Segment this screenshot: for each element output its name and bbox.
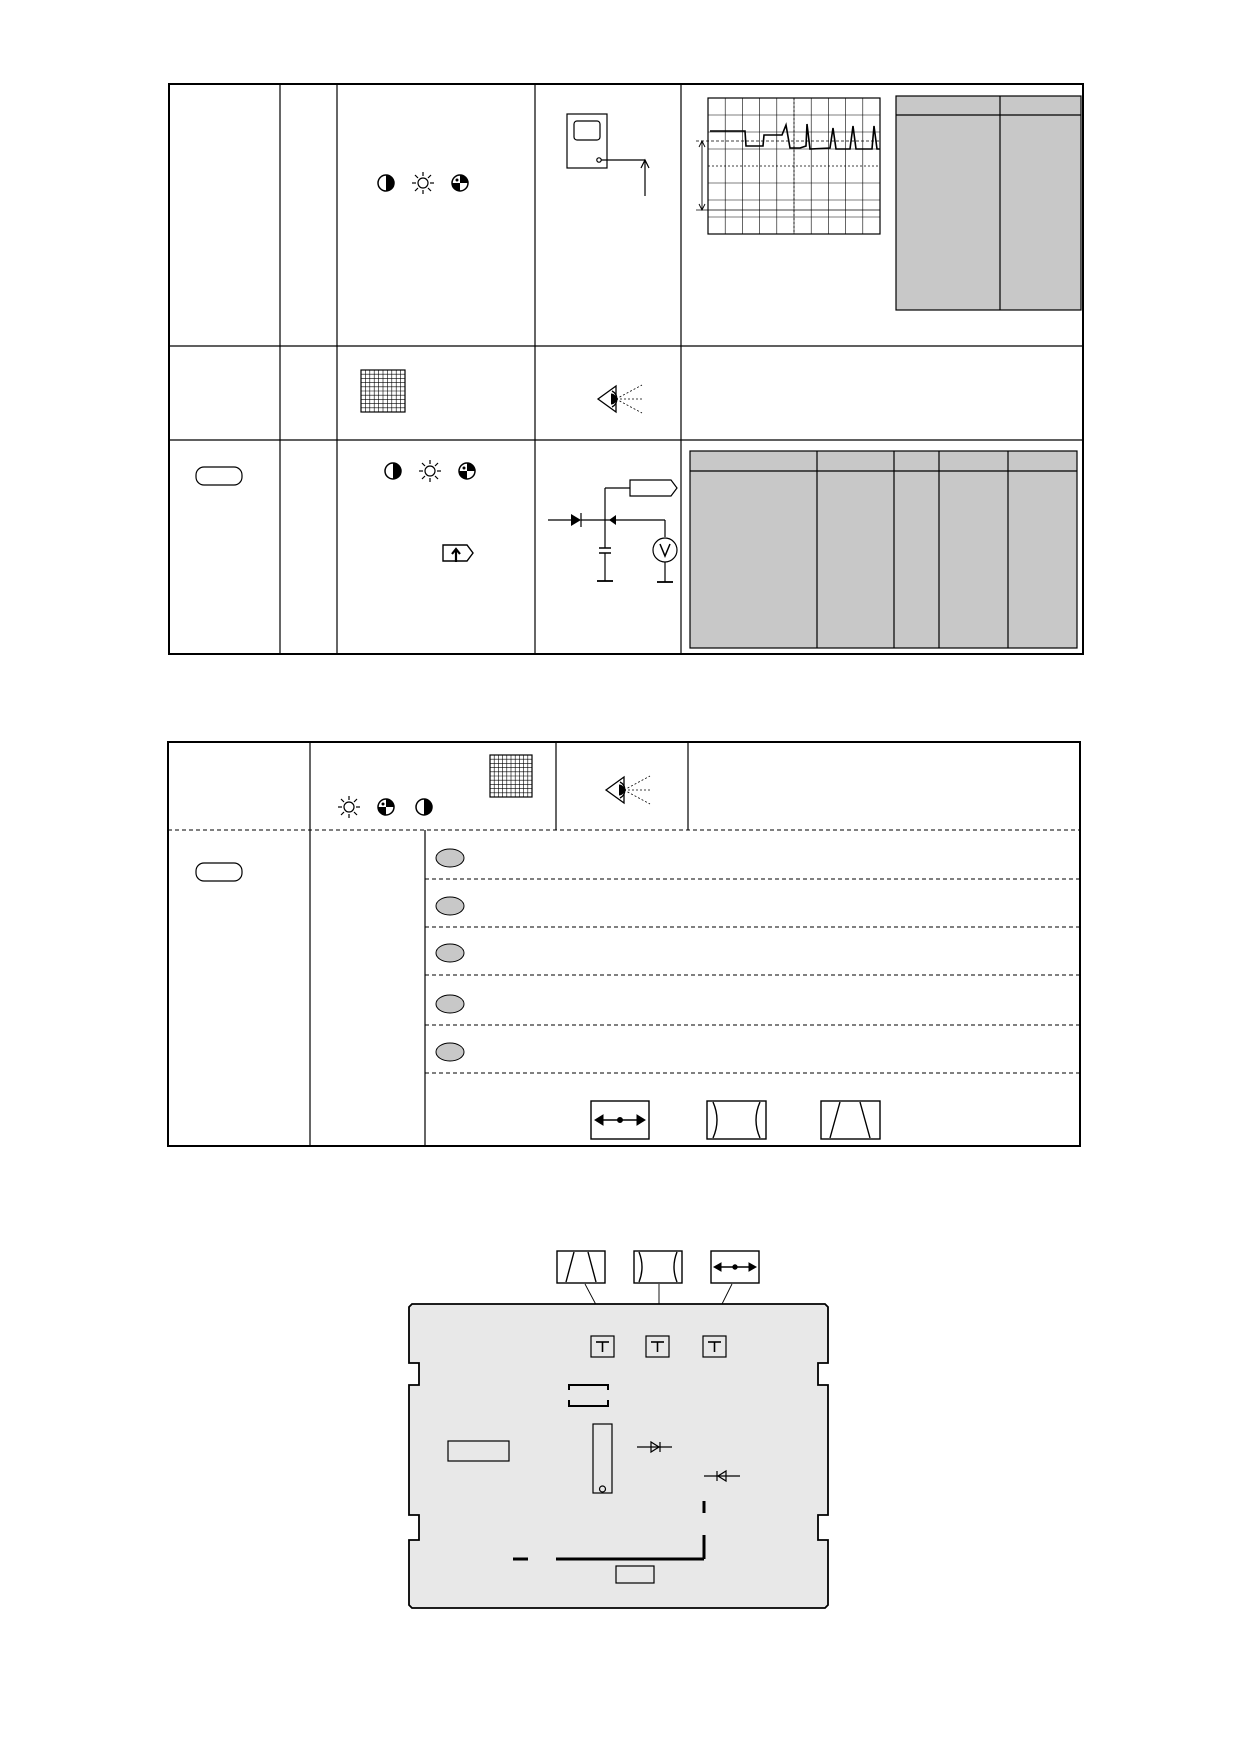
- step-badge-3: [436, 944, 464, 962]
- step-badge-1: [436, 849, 464, 867]
- step-badge-5: [436, 1043, 464, 1061]
- brightness-icon: [419, 460, 441, 482]
- brightness-icon: [338, 796, 360, 818]
- contrast-icon: [378, 175, 394, 191]
- step-badge-4: [436, 995, 464, 1013]
- step-badges: [436, 849, 464, 1061]
- eye-icon: [598, 385, 642, 413]
- horizontal-width-icon: [591, 1101, 649, 1139]
- trapezoid-icon: [557, 1251, 605, 1283]
- row3-value-table: [690, 451, 1077, 648]
- eye-icon: [606, 776, 650, 804]
- waveform-graticule: [696, 98, 880, 234]
- color-icon: [452, 175, 468, 191]
- board-top-icons: [557, 1251, 759, 1283]
- voltmeter-circuit-icon: [548, 480, 677, 582]
- horizontal-width-icon: [711, 1251, 759, 1283]
- key-badge: [196, 863, 242, 881]
- pincushion-icon: [634, 1251, 682, 1283]
- row1-conditions: [378, 172, 468, 194]
- pincushion-icon: [707, 1101, 766, 1139]
- crosshatch-pattern-icon: [361, 370, 405, 412]
- row1-value-table: [896, 96, 1081, 310]
- contrast-icon: [416, 799, 432, 815]
- color-icon: [378, 799, 394, 815]
- contrast-icon: [385, 463, 401, 479]
- row3-conditions: [385, 460, 475, 562]
- color-icon: [459, 463, 475, 479]
- circuit-board: [409, 1304, 828, 1608]
- key-badge: [196, 467, 242, 485]
- crosshatch-pattern-icon: [490, 755, 532, 797]
- adjust-control-icon: [443, 545, 473, 562]
- oscilloscope-icon: [567, 114, 649, 196]
- trapezoid-icon: [821, 1101, 880, 1139]
- brightness-icon: [412, 172, 434, 194]
- step-badge-2: [436, 897, 464, 915]
- table2-conditions: [338, 755, 532, 818]
- waveform-trace: [710, 124, 880, 149]
